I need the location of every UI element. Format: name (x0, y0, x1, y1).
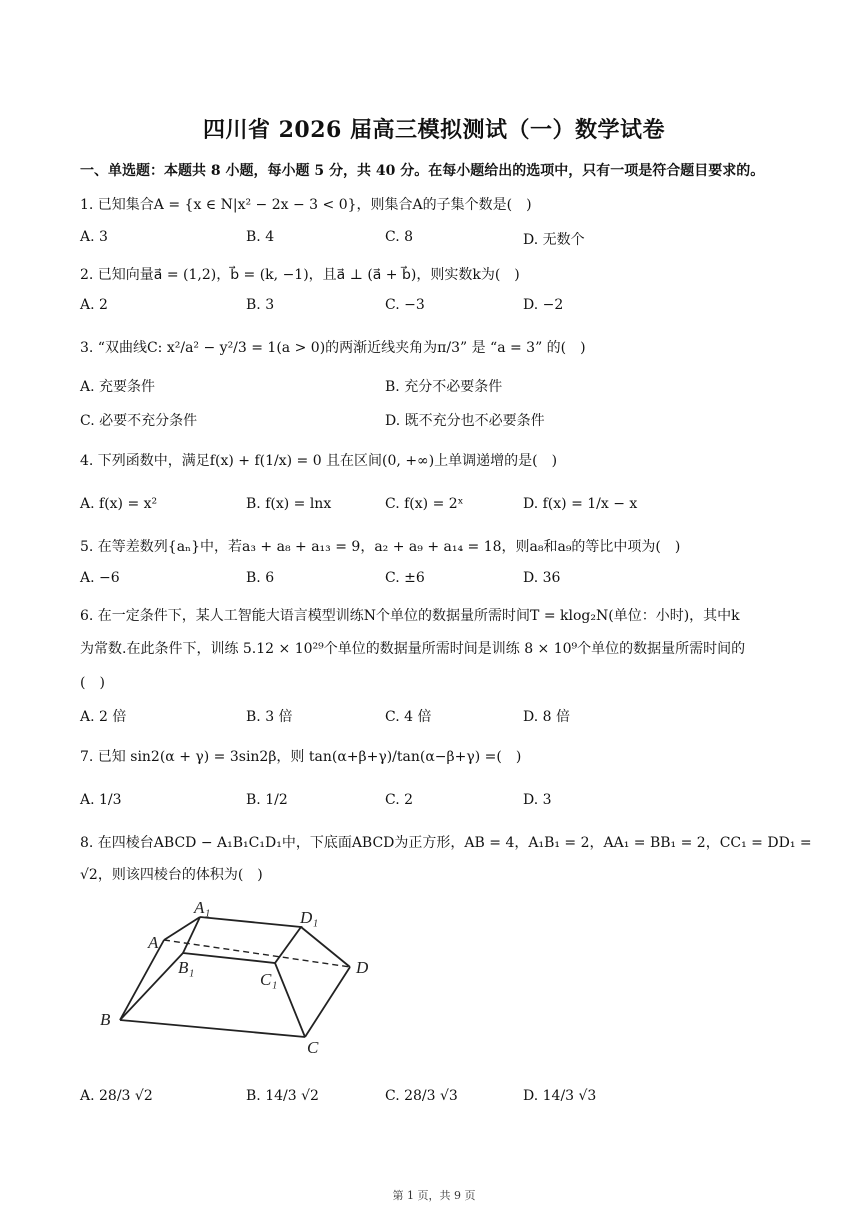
q4-option-b: B. f(x) = lnx (246, 496, 332, 512)
label-b1: B₁ (178, 958, 195, 977)
q7-option-b: B. 1/2 (246, 792, 288, 808)
q1-option-b: B. 4 (246, 229, 275, 245)
q8-option-d: D. 14/3 √3 (523, 1088, 597, 1104)
question-4: 4. 下列函数中，满足f(x) + f(1/x) = 0 且在区间(0, +∞)上单调递增的是( ) (80, 453, 558, 469)
section-heading: 一、单选题：本题共 8 小题，每小题 5 分，共 40 分。在每小题给出的选项中，只有一项是符合题目要求的。 (80, 163, 765, 179)
question-6: 6. 在一定条件下，某人工智能大语言模型训练N个单位的数据量所需时间T = klog₂N(单位：小时)，其中k (80, 608, 740, 624)
question-8-cont: √2，则该四棱台的体积为( ) (80, 867, 263, 883)
q8-option-a: A. 28/3 √2 (80, 1088, 153, 1104)
question-8: 8. 在四棱台ABCD − A₁B₁C₁D₁中，下底面ABCD为正方形，AB = 4，A₁B₁ = 2，AA₁ = BB₁ = 2，CC₁ = DD₁ = (80, 835, 812, 851)
q3-option-b: B. 充分不必要条件 (385, 379, 503, 395)
q4-option-a: A. f(x) = x² (80, 496, 158, 512)
label-a1: A₁ (194, 898, 211, 917)
q3-option-c: C. 必要不充分条件 (80, 413, 198, 429)
label-b: B (100, 1010, 111, 1029)
q2-option-d: D. −2 (523, 297, 564, 313)
edge-c-d (305, 967, 350, 1037)
edge-b-c (120, 1020, 305, 1037)
question-3: 3. “双曲线C: x²/a² − y²/3 = 1(a > 0)的两渐近线夹角为π/3” 是 “a = 3” 的( ) (80, 340, 586, 356)
q2-option-c: C. −3 (385, 297, 425, 313)
frustum-figure (80, 895, 390, 1065)
q2-option-a: A. 2 (80, 297, 108, 313)
label-c: C (307, 1038, 319, 1057)
page-footer: 第 1 页，共 9 页 (392, 1189, 476, 1202)
question-5: 5. 在等差数列{aₙ}中，若a₃ + a₈ + a₁₃ = 9，a₂ + a₉ + a₁₄ = 18，则a₈和a₉的等比中项为( ) (80, 539, 681, 555)
label-a: A (148, 933, 159, 952)
page-title: 四川省 2026 届高三模拟测试（一）数学试卷 (202, 117, 666, 143)
q5-option-a: A. −6 (80, 570, 120, 586)
q6-option-c: C. 4 倍 (385, 709, 432, 725)
q7-option-d: D. 3 (523, 792, 552, 808)
label-c1: C₁ (260, 970, 278, 989)
q5-option-d: D. 36 (523, 570, 561, 586)
question-6-cont: 为常数.在此条件下，训练 5.12 × 10²⁹个单位的数据量所需时间是训练 8 × 10⁹个单位的数据量所需时间的 (80, 641, 746, 657)
q3-option-a: A. 充要条件 (80, 379, 156, 395)
edge-c1-c (275, 963, 305, 1037)
q1-option-c: C. 8 (385, 229, 414, 245)
q5-option-c: C. ±6 (385, 570, 425, 586)
label-d: D (356, 958, 369, 977)
question-1: 1. 已知集合A = {x ∈ N|x² − 2x − 3 < 0}，则集合A的子集个数是( ) (80, 197, 532, 213)
q4-option-c: C. f(x) = 2ˣ (385, 496, 464, 512)
q1-option-a: A. 3 (80, 229, 108, 245)
q3-option-d: D. 既不充分也不必要条件 (385, 413, 545, 429)
q6-option-d: D. 8 倍 (523, 709, 570, 725)
question-7: 7. 已知 sin2(α + γ) = 3sin2β，则 tan(α+β+γ)/tan(α−β+γ) =( ) (80, 749, 522, 765)
question-6-paren: ( ) (80, 675, 105, 691)
q1-option-d: D. 无数个 (523, 232, 585, 248)
q7-option-c: C. 2 (385, 792, 414, 808)
q7-option-a: A. 1/3 (80, 792, 122, 808)
q4-option-d: D. f(x) = 1/x − x (523, 496, 638, 512)
q8-option-c: C. 28/3 √3 (385, 1088, 458, 1104)
q8-option-b: B. 14/3 √2 (246, 1088, 319, 1104)
q6-option-b: B. 3 倍 (246, 709, 293, 725)
q6-option-a: A. 2 倍 (80, 709, 127, 725)
label-d1: D₁ (300, 908, 319, 927)
top-face-edges (183, 917, 301, 963)
question-2: 2. 已知向量a⃗ = (1,2)，b⃗ = (k, −1)，且a⃗ ⊥ (a⃗ + b⃗)，则实数k为( ) (80, 267, 520, 283)
q5-option-b: B. 6 (246, 570, 275, 586)
q2-option-b: B. 3 (246, 297, 275, 313)
